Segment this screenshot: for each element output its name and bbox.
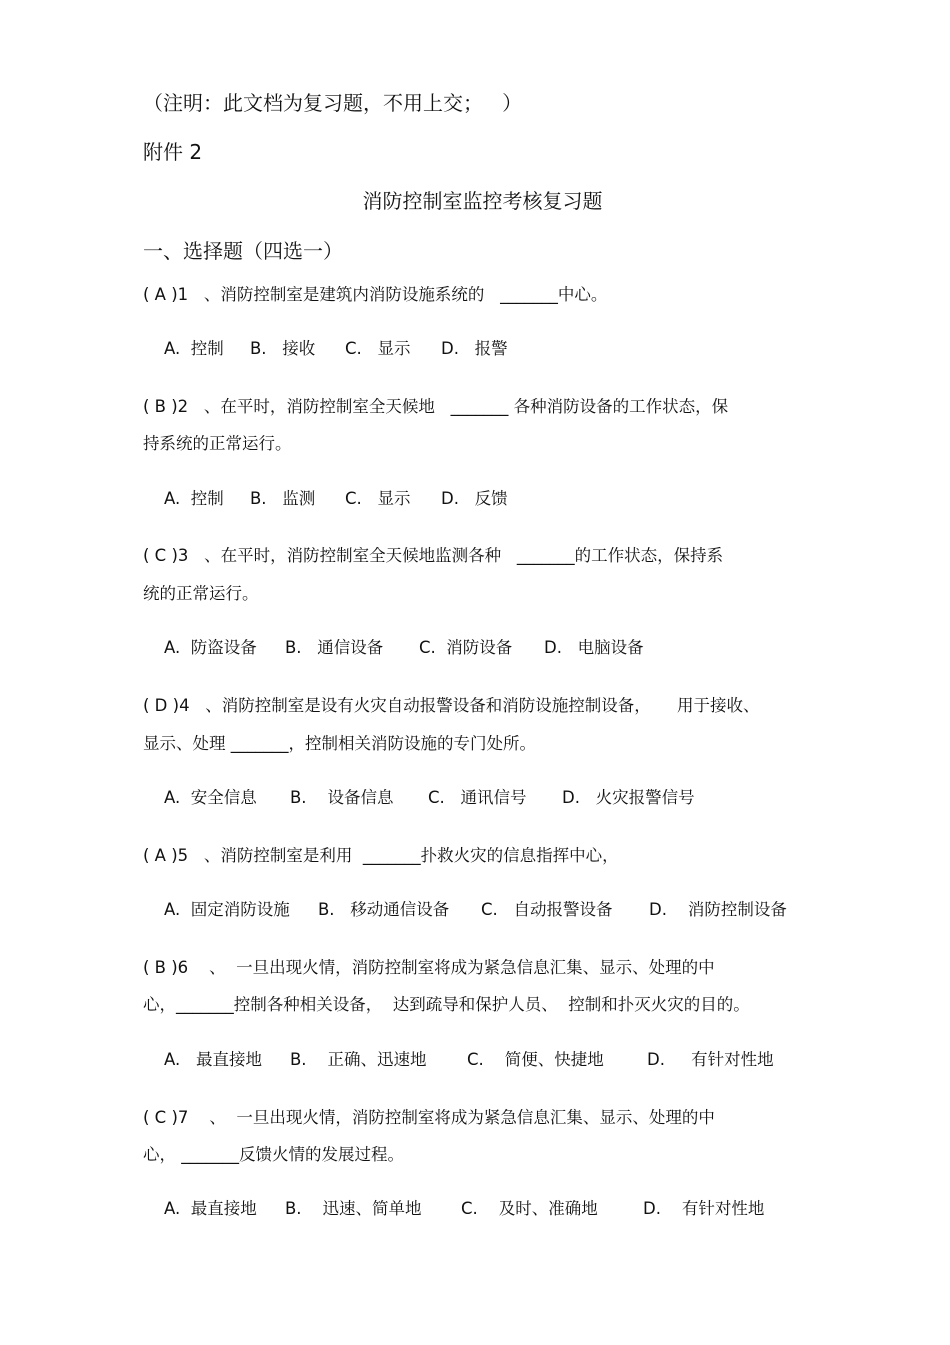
option-c: C. 及时、准确地 xyxy=(460,1198,598,1218)
question-7-text: ( C )7 、 一旦出现火情，消防控制室将成为紧急信息汇集、显示、处理的中 xyxy=(143,1108,715,1127)
option-c: C. 通讯信号 xyxy=(427,787,527,807)
section-heading: 一、选择题（四选一） xyxy=(143,239,343,263)
option-a: A. 控制 xyxy=(163,338,224,358)
option-b: B. 接收 xyxy=(249,338,316,358)
question-1-text: ( A )1 、消防控制室是建筑内消防设施系统的 _______中心。 xyxy=(143,285,608,304)
option-c: C. 显示 xyxy=(344,338,411,358)
option-a: A. 安全信息 xyxy=(163,787,257,807)
option-a: A. 控制 xyxy=(163,488,224,508)
option-d: D. 电脑设备 xyxy=(543,637,644,657)
question-4-text-cont: 显示、处理 _______，控制相关消防设施的专门处所。 xyxy=(143,734,536,753)
question-3-options xyxy=(143,623,644,673)
option-d: D. 消防控制设备 xyxy=(648,899,787,919)
option-c: C. 自动报警设备 xyxy=(480,899,613,919)
option-b: B. 正确、迅速地 xyxy=(289,1049,427,1069)
question-7-text-cont: 心， _______反馈火情的发展过程。 xyxy=(143,1145,404,1164)
option-d: D. 有针对性地 xyxy=(646,1049,774,1069)
option-b: B. 通信设备 xyxy=(284,637,384,657)
option-b: B. 监测 xyxy=(249,488,316,508)
document-note: （注明：此文档为复习题，不用上交； ） xyxy=(143,91,523,115)
question-5-text: ( A )5 、消防控制室是利用 _______扑救火灾的信息指挥中心， xyxy=(143,846,619,865)
option-d: D. 有针对性地 xyxy=(642,1198,765,1218)
page-title: 消防控制室监控考核复习题 xyxy=(362,189,603,213)
option-a: A. 最直接地 xyxy=(163,1049,262,1069)
question-3-text: ( C )3 、在平时，消防控制室全天候地监测各种 _______的工作状态，保持系 xyxy=(143,546,724,565)
question-6-text: ( B )6 、 一旦出现火情，消防控制室将成为紧急信息汇集、显示、处理的中 xyxy=(143,958,715,977)
option-d: D. 火灾报警信号 xyxy=(561,787,695,807)
question-1-options xyxy=(143,324,508,374)
option-b: B. 设备信息 xyxy=(289,787,394,807)
option-b: B. 移动通信设备 xyxy=(317,899,450,919)
question-6-options xyxy=(143,1035,774,1085)
question-4-text: ( D )4 、消防控制室是设有火灾自动报警设备和消防设施控制设备， 用于接收、 xyxy=(143,696,760,715)
option-c: C. 显示 xyxy=(344,488,411,508)
question-2-text-cont: 持系统的正常运行。 xyxy=(143,434,292,453)
option-a: A. 防盗设备 xyxy=(163,637,257,657)
attachment-label: 附件 2 xyxy=(143,140,203,164)
question-4-options xyxy=(143,773,695,823)
question-3-text-cont: 统的正常运行。 xyxy=(143,584,259,603)
question-5-options xyxy=(143,885,787,935)
option-c: C. 消防设备 xyxy=(418,637,513,657)
question-2-text: ( B )2 、在平时，消防控制室全天候地 _______ 各种消防设备的工作状态，保 xyxy=(143,397,729,416)
option-d: D. 报警 xyxy=(440,338,508,358)
option-a: A. 固定消防设施 xyxy=(163,899,290,919)
option-a: A. 最直接地 xyxy=(163,1198,257,1218)
option-c: C. 简便、快捷地 xyxy=(466,1049,604,1069)
question-7-options xyxy=(143,1184,764,1234)
option-b: B. 迅速、简单地 xyxy=(284,1198,422,1218)
option-d: D. 反馈 xyxy=(440,488,508,508)
question-6-text-cont: 心，_______控制各种相关设备， 达到疏导和保护人员、 控制和扑灭火灾的目的。 xyxy=(143,995,750,1014)
question-2-options xyxy=(143,474,508,524)
